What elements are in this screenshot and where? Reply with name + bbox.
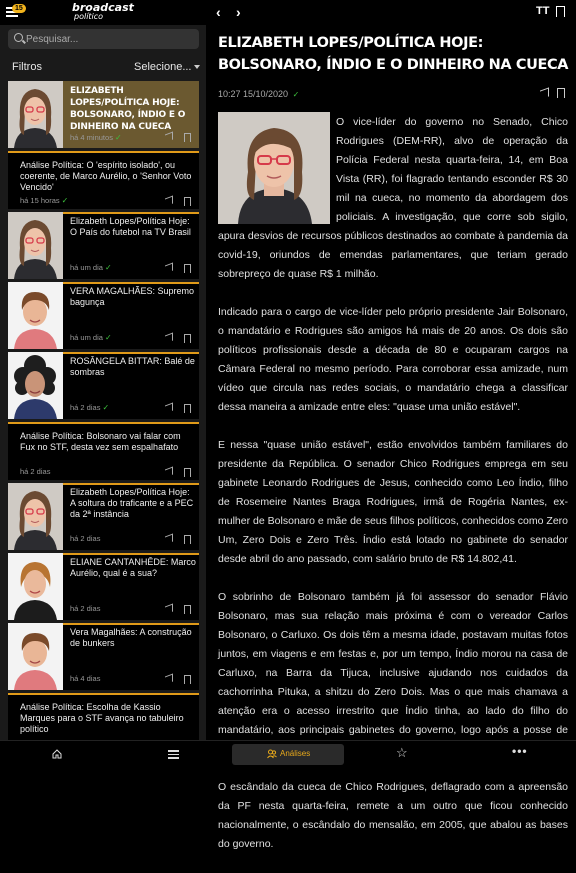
- list-item-time: [20, 196, 68, 205]
- share-icon[interactable]: [540, 87, 549, 99]
- share-icon[interactable]: [165, 467, 173, 478]
- list-item[interactable]: [8, 212, 199, 279]
- list-icon[interactable]: [168, 750, 179, 759]
- news-list-pane: [0, 25, 206, 740]
- top-bar: [0, 0, 576, 25]
- list-item-title: Vera Magalhães: A construção de bunkers: [70, 627, 192, 648]
- time-text: há 2 dias: [70, 403, 101, 412]
- list-item-title: Elizabeth Lopes/Política Hoje: O País do futebol na TV Brasil: [70, 216, 191, 237]
- accent-line: [8, 151, 199, 153]
- list-item[interactable]: [8, 282, 199, 349]
- list-item[interactable]: [8, 81, 199, 148]
- time-text: há um dia: [70, 333, 103, 342]
- time-text: há 2 dias: [20, 467, 51, 476]
- share-icon[interactable]: [165, 604, 173, 615]
- back-arrow-icon[interactable]: ‹: [216, 4, 221, 20]
- author-photo: [8, 623, 63, 690]
- bookmark-icon[interactable]: [184, 605, 191, 614]
- article-dateline: [218, 89, 299, 99]
- bookmark-icon[interactable]: [184, 468, 191, 477]
- article-paragraph: O escândalo da cueca de Chico Rodrigues, deflagrado com a apreensão da PF nesta quarta-feira, remete a um outro que ficou conhecido nacionalmente, o escândalo do mensalão, em 2005, que abalou as bases do governo.: [218, 781, 568, 850]
- list-item-title: Elizabeth Lopes/Política Hoje: A soltura do traficante e a PEC da 2ª instância: [70, 487, 194, 519]
- bookmark-icon[interactable]: [184, 133, 191, 142]
- share-icon[interactable]: [165, 403, 173, 414]
- check-icon: ✓: [104, 263, 112, 272]
- list-item-title: ELIZABETH LOPES/POLÍTICA HOJE: BOLSONARO, ÍNDIO E O DINHEIRO NA CUECA: [70, 86, 186, 132]
- bookmark-icon[interactable]: [184, 264, 191, 273]
- list-item-title: Análise Política: Escolha de Kassio Marques para o STF avança no tabuleiro político: [20, 702, 184, 734]
- search-bar[interactable]: [8, 29, 199, 49]
- list-item-time: [70, 133, 122, 142]
- check-icon: ✓: [102, 403, 110, 412]
- app-logo: [72, 2, 134, 21]
- time-text: há 4 minutos: [70, 133, 113, 142]
- list-item-time: [70, 333, 112, 342]
- tab-analises[interactable]: [232, 744, 344, 765]
- news-list: [8, 81, 199, 754]
- forward-arrow-icon[interactable]: ›: [236, 4, 241, 20]
- article-headline: ELIZABETH LOPES/POLÍTICA HOJE: BOLSONARO, ÍNDIO E O DINHEIRO NA CUECA: [218, 35, 569, 73]
- logo-main: broadcast: [72, 1, 134, 14]
- bookmark-icon[interactable]: [184, 197, 191, 206]
- share-icon[interactable]: [165, 196, 173, 207]
- author-photo: [8, 81, 63, 148]
- article-paragraph: Indicado para o cargo de vice-líder pelo próprio presidente Jair Bolsonaro, o mandatário e Rodrigues são amigos há mais de 20 anos. Os dois são políticos profissionais desde a década de 80 e ocuparam cargos na Câmara Federal no mesmo período. Para corroborar essa amizade, num vídeo que circula nas redes sociais, o mandatário chega a classificar dessa maneira a amizade entre eles: "quase uma união estável".: [218, 306, 568, 413]
- star-icon[interactable]: ☆: [396, 745, 408, 760]
- bookmark-icon[interactable]: [184, 334, 191, 343]
- time-text: há um dia: [70, 263, 103, 272]
- time-text: há 15 horas: [20, 196, 60, 205]
- check-icon: ✓: [292, 90, 300, 99]
- author-photo: [8, 483, 63, 550]
- share-icon[interactable]: [165, 534, 173, 545]
- accent-line: [8, 693, 199, 695]
- bookmark-icon[interactable]: [184, 675, 191, 684]
- list-item-title: Análise Política: O 'espírito isolado', ou coerente, de Marco Aurélio, o 'Senhor Voto Vencido': [20, 160, 192, 192]
- tab-analises-label: Análises: [280, 749, 311, 758]
- share-icon[interactable]: [165, 132, 173, 143]
- share-icon[interactable]: [165, 674, 173, 685]
- author-photo: [8, 553, 63, 620]
- list-item-time: [70, 674, 100, 683]
- article-paragraph: O vice-líder do governo no Senado, Chico Rodrigues (DEM-RR), alvo de operação da Polícia Federal nesta quarta-feira, 14, em Boa Vista (RR), foi flagrado tentando esconder R$ 30 mil na cueca, no momento da abordagem dos policiais. A investigação, que corre sob sigilo, apura desvios de recursos públicos destinados ao combate à pandemia da covid-19, oriundos de emendas parlamentares, que teriam gerado sobrepreço de quase R$ 1 milhão.: [218, 116, 568, 280]
- list-item[interactable]: [8, 151, 199, 209]
- article-paragraph: O sobrinho de Bolsonaro também já foi assessor do senador Flávio Bolsonaro, mas sua relação mais próxima é com o vereador Carlos Bolsonaro, o Carluxo. Os dois têm a mesma idade, postavam muitas fotos juntos, em viagens e em festas e, por um tempo, Índio morou na casa de Carluxo, na Barra da Tijuca, inclusive ajudando nos cuidados da cachorrinha Pituka, a shitzu do Zero Dois. Mas o que mais chamava a atenção era o acesso irrestrito que Índio tinha, ao lado do filho do mandatário, aos principais gabinetes do governo, logo após a posse de: [218, 591, 568, 736]
- list-item[interactable]: [8, 483, 199, 550]
- list-item-title: ROSÂNGELA BITTAR: Balé de sombras: [70, 356, 195, 377]
- share-icon[interactable]: [165, 333, 173, 344]
- time-text: há 2 dias: [70, 604, 101, 613]
- notification-badge: 15: [12, 4, 26, 13]
- list-item-title: Análise Política: Bolsonaro vai falar com Fux no STF, desta vez sem espalhafato: [20, 431, 181, 452]
- article-paragraph: E nessa "quase união estável", estão envolvidos também familiares do presidente da República. O senador Chico Rodrigues emprega em seu gabinete Leonardo Rodrigues de Jesus, conhecido como Leo Índio, filho de Rosemeire Nantes Braga Rodrigues, irmã de Rogéria Nantes, ex-mulher de Bolsonaro e mãe de seus filhos políticos, conhecidos como Zero Um, Zero Dois e Zero Três. Índio está lotado no gabinete do senador desde abril do ano passado, com salário bruto de R$ 14.802,41.: [218, 439, 568, 565]
- home-icon[interactable]: [52, 749, 62, 759]
- logo-sub: político: [74, 12, 104, 21]
- filters-row: [0, 59, 206, 75]
- time-text: há 4 dias: [70, 674, 101, 683]
- check-icon: ✓: [61, 196, 69, 205]
- filter-select[interactable]: Selecione...: [134, 61, 192, 73]
- photo-float-spacer: [218, 113, 336, 225]
- time-text: há 2 dias: [70, 534, 101, 543]
- author-photo: [8, 282, 63, 349]
- check-icon: ✓: [104, 333, 112, 342]
- people-icon: [267, 749, 277, 759]
- bookmark-icon[interactable]: [184, 535, 191, 544]
- share-icon[interactable]: [165, 263, 173, 274]
- font-size-icon[interactable]: TT: [536, 5, 550, 17]
- bottom-nav: [0, 740, 576, 768]
- article-date: 10:27 15/10/2020: [218, 89, 289, 99]
- accent-line: [8, 422, 199, 424]
- list-item-time: [70, 604, 100, 613]
- list-item[interactable]: [8, 623, 199, 690]
- filters-label: Filtros: [12, 61, 42, 73]
- bookmark-icon[interactable]: [556, 6, 565, 17]
- check-icon: ✓: [114, 133, 122, 142]
- author-photo: [8, 352, 63, 419]
- bookmark-icon[interactable]: [184, 404, 191, 413]
- list-item[interactable]: [8, 553, 199, 620]
- list-item-time: [20, 467, 50, 476]
- list-item-title: ELIANE CANTANHÊDE: Marco Aurélio, qual é a sua?: [70, 557, 196, 578]
- search-icon: [14, 33, 23, 42]
- chevron-down-icon[interactable]: [194, 65, 200, 69]
- author-photo: [8, 212, 63, 279]
- list-item-time: [70, 534, 100, 543]
- list-item-time: [70, 263, 112, 272]
- bookmark-icon[interactable]: [557, 88, 565, 98]
- more-icon[interactable]: •••: [512, 744, 528, 758]
- list-item-time: [70, 403, 109, 412]
- list-item[interactable]: [8, 352, 199, 419]
- list-item[interactable]: [8, 422, 199, 480]
- list-item-title: VERA MAGALHÃES: Supremo bagunça: [70, 286, 195, 307]
- search-input[interactable]: [26, 31, 196, 47]
